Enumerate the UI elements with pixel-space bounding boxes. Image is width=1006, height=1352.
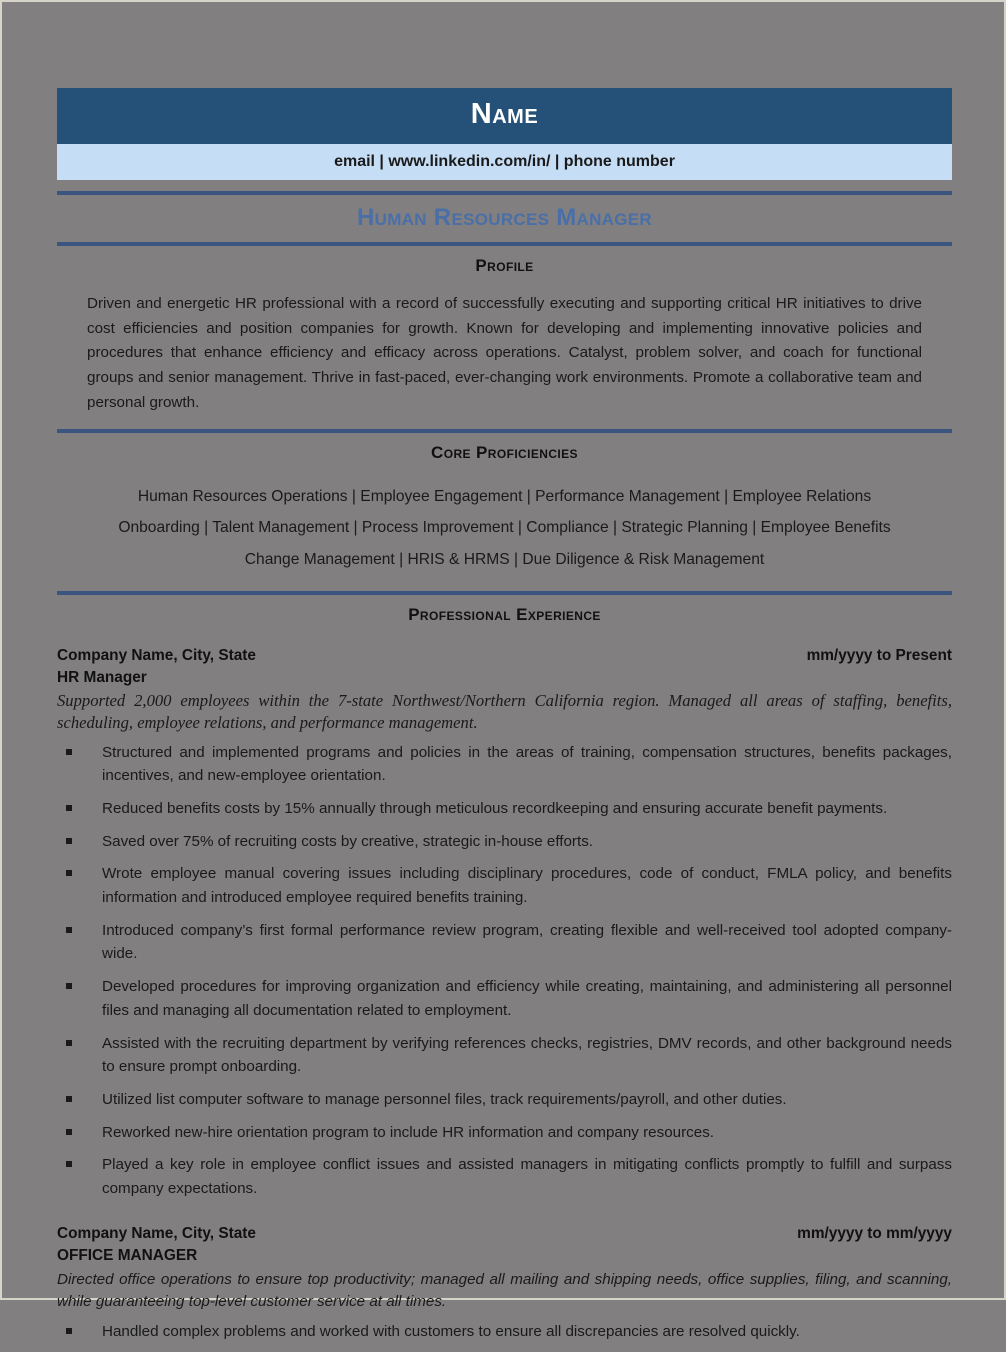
square-bullet-icon [66, 1129, 72, 1135]
section-heading-profile [57, 246, 952, 282]
experience-bullet [57, 1320, 952, 1344]
square-bullet-icon [66, 870, 72, 876]
experience-role: HR Manager [57, 669, 147, 687]
experience-bullet-list [57, 741, 952, 1201]
experience-bullet [57, 1153, 952, 1200]
experience-company: Company Name, City, State [57, 646, 256, 664]
square-bullet-icon [66, 1040, 72, 1046]
experience-entry [57, 1223, 952, 1343]
proficiencies-line: Human Resources Operations | Employee Engagement | Performance Management | Employee Relations [137, 488, 872, 506]
experience-bullet-text: Assisted with the recruiting department by verifying references checks, registries, DMV records, and other background needs to ensure prompt onboarding. [102, 1034, 952, 1076]
experience-bullet-list [57, 1320, 952, 1344]
resume-document [57, 88, 952, 1352]
contact-band [57, 144, 952, 180]
experience-bullet-text: Wrote employee manual covering issues including disciplinary procedures, code of conduct, FMLA policy, and benefits information and introduced employee required benefits training. [102, 865, 952, 907]
experience-company: Company Name, City, State [57, 1224, 256, 1242]
square-bullet-icon [66, 927, 72, 933]
experience-dates: mm/yyyy to Present [806, 646, 952, 664]
target-job-title-text: Human Resources Manager [357, 204, 652, 232]
proficiencies-list [57, 481, 952, 575]
experience-bullet [57, 1032, 952, 1079]
square-bullet-icon [66, 1096, 72, 1102]
square-bullet-icon [66, 838, 72, 844]
experience-bullet-text: Played a key role in employee conflict issues and assisted managers in mitigating conflicts promptly to fulfill and surpass company expectations. [102, 1156, 952, 1198]
section-heading-proficiencies-text: Core Proficiencies [431, 443, 578, 463]
experience-summary: Supported 2,000 employees within the 7-state Northwest/Northern California region. Managed all areas of staffing, benefits, scheduling, employee relations, and performance management. [57, 691, 952, 733]
section-heading-experience [57, 595, 952, 631]
experience-bullet [57, 862, 952, 909]
experience-company-row [57, 645, 952, 667]
square-bullet-icon [66, 1328, 72, 1334]
experience-bullet-text: Reworked new-hire orientation program to include HR information and company resources. [102, 1123, 715, 1141]
experience-summary: Directed office operations to ensure top productivity; managed all mailing and shipping needs, office supplies, filing, and scanning, while guaranteeing top-level customer service at all times. [57, 1271, 952, 1311]
experience-bullet [57, 830, 952, 854]
experience-entry [57, 645, 952, 1201]
experience-dates: mm/yyyy to mm/yyyy [797, 1224, 952, 1242]
section-heading-proficiencies [57, 433, 952, 469]
experience-bullet-text: Developed procedures for improving organization and efficiency while creating, maintaining, and administering all personnel files and managing all documentation related to employment. [102, 978, 952, 1019]
contact-line: email | www.linkedin.com/in/ | phone number [334, 152, 675, 170]
proficiencies-line: Onboarding | Talent Management | Process Improvement | Compliance | Strategic Planning | Employee Benefits [118, 519, 891, 537]
section-heading-experience-text: Professional Experience [408, 604, 601, 624]
experience-bullet [57, 741, 952, 788]
experience-company-row [57, 1223, 952, 1245]
proficiencies-line: Change Management | HRIS & HRMS | Due Diligence & Risk Management [244, 550, 765, 568]
candidate-name: Name [470, 98, 539, 130]
experience-bullet [57, 919, 952, 966]
experience-bullet-text: Saved over 75% of recruiting costs by creative, strategic in-house efforts. [102, 832, 594, 850]
square-bullet-icon [66, 1161, 72, 1167]
experience-bullet-text: Utilized list computer software to manage personnel files, track requirements/payroll, and other duties. [102, 1090, 787, 1108]
experience-bullet-text: Handled complex problems and worked with customers to ensure all discrepancies are resolved quickly. [102, 1322, 800, 1340]
square-bullet-icon [66, 983, 72, 989]
experience-bullet-text: Reduced benefits costs by 15% annually through meticulous recordkeeping and ensuring accurate benefit payments. [102, 799, 888, 817]
experience-bullet [57, 797, 952, 821]
experience-bullet [57, 975, 952, 1022]
square-bullet-icon [66, 805, 72, 811]
experience-bullet [57, 1121, 952, 1145]
square-bullet-icon [66, 749, 72, 755]
experience-bullet-text: Introduced company’s first formal performance review program, creating flexible and well-received tool adopted company-wide. [102, 921, 952, 963]
candidate-name-band [57, 88, 952, 144]
profile-paragraph: Driven and energetic HR professional with a record of successfully executing and supporting critical HR initiatives to drive cost efficiencies and position companies for growth. Known for developing and implementing innovative policies and procedures that enhance efficiency and efficacy across operations. Catalyst, problem solver, and coach for functional groups and senior management. Thrive in fast-paced, ever-changing work environments. Promote a collaborative team and personal growth. [87, 295, 922, 411]
experience-bullet [57, 1088, 952, 1112]
section-heading-profile-text: Profile [475, 256, 534, 276]
experience-role: OFFICE MANAGER [57, 1247, 198, 1265]
experience-bullet-text: Structured and implemented programs and policies in the areas of training, compensation structures, benefits packages, incentives, and new-employee orientation. [102, 743, 952, 785]
target-job-title [57, 195, 952, 242]
